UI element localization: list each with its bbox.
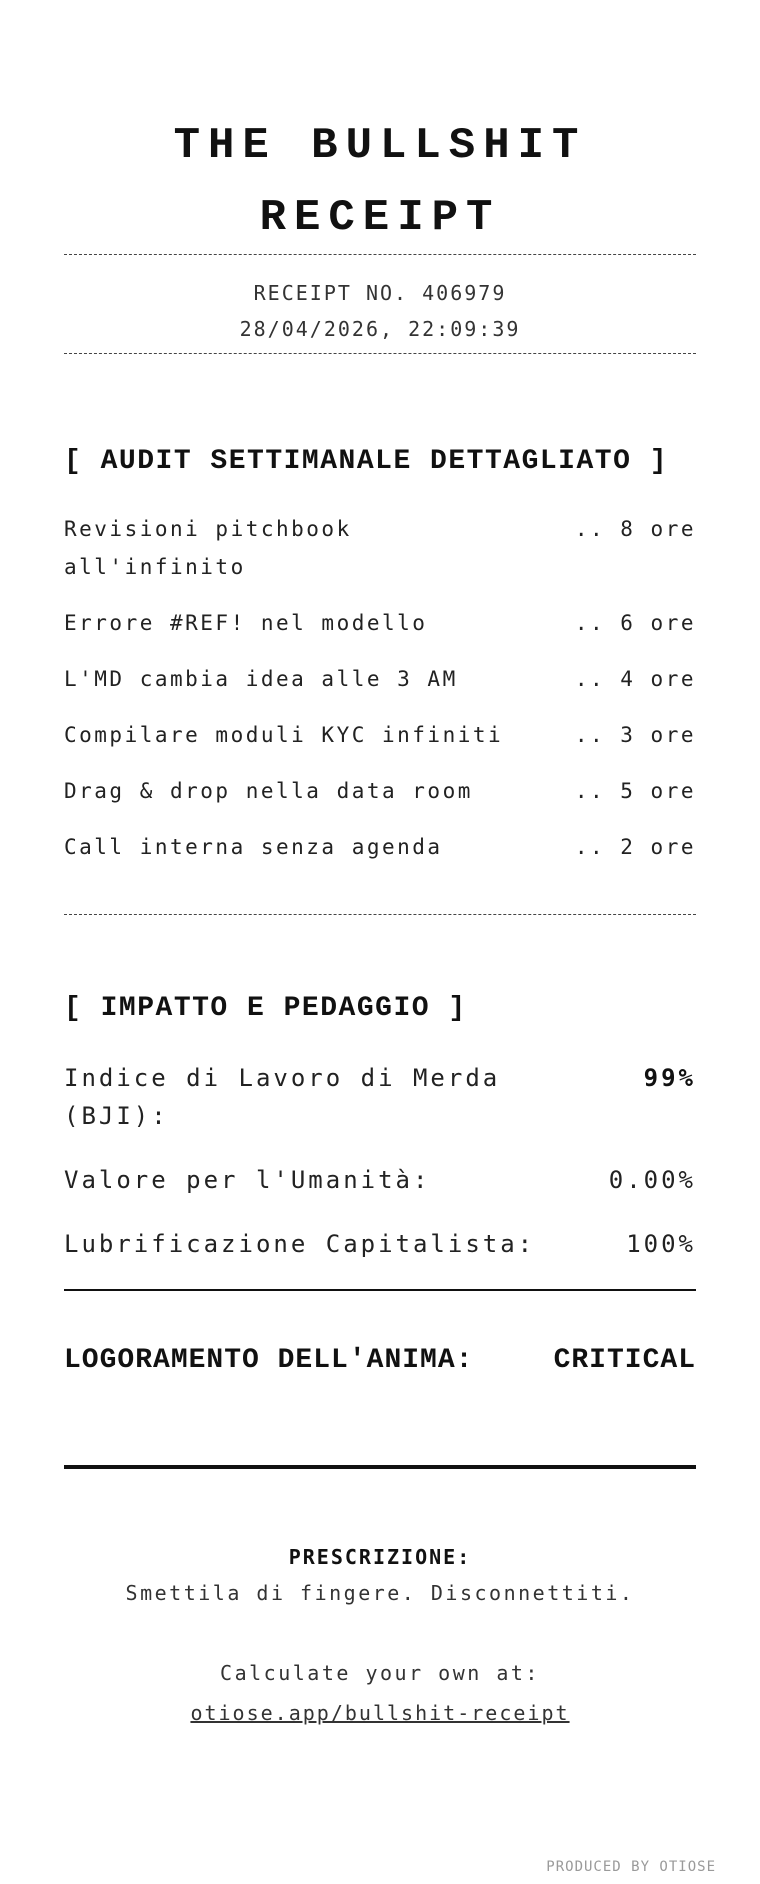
impact-row-capitalist-lubrication [64,1225,696,1263]
audit-items [64,510,696,866]
audit-item [64,604,696,642]
audit-item-label: Revisioni pitchbook all'infinito [64,517,352,579]
receipt-title: THE BULLSHIT RECEIPT [173,121,587,243]
impact-label: Lubrificazione Capitalista: [64,1230,536,1258]
audit-item-label: Drag & drop nella data room [64,779,473,803]
audit-item-hours: .. 8 ore [574,517,696,541]
receipt-meta [64,255,696,353]
receipt [64,0,696,1733]
impact-row-bji [64,1059,696,1135]
solid-divider [64,1289,696,1291]
soul-wear-value: CRITICAL [553,1345,696,1376]
impact-row-humanity-value [64,1161,696,1199]
impact-label: Indice di Lavoro di Merda (BJI): [64,1064,501,1130]
cta-text: Calculate your own at: [220,1661,540,1685]
impact-label: Valore per l'Umanità: [64,1166,431,1194]
footer-credit: PRODUCED BY OTIOSE [546,1859,716,1875]
audit-item [64,660,696,698]
audit-item-label: Compilare moduli KYC infiniti [64,723,504,747]
impact-list [64,1059,696,1263]
soul-wear-row [64,1341,696,1381]
cta-link[interactable]: otiose.app/bullshit-receipt [190,1701,570,1725]
audit-item [64,772,696,810]
audit-item [64,828,696,866]
audit-item-label: Errore #REF! nel modello [64,611,428,635]
impact-value: 99% [643,1064,696,1092]
audit-item-label: L'MD cambia idea alle 3 AM [64,667,458,691]
audit-item-hours: .. 5 ore [574,779,696,803]
audit-item [64,510,696,586]
soul-wear-label: LOGORAMENTO DELL'ANIMA: [64,1345,474,1376]
receipt-datetime: 28/04/2026, 22:09:39 [239,317,521,341]
audit-item-hours: .. 2 ore [574,835,696,859]
receipt-number: RECEIPT NO. 406979 [253,281,507,305]
impact-value: 0.00% [608,1166,696,1194]
audit-item-label: Call interna senza agenda [64,835,443,859]
prescription-text: Smettila di fingere. Disconnettiti. [125,1581,635,1605]
audit-item-hours: .. 4 ore [574,667,696,691]
audit-item-hours: .. 3 ore [574,723,696,747]
impact-value: 100% [626,1230,696,1258]
impact-section-title: [ IMPATTO E PEDAGGIO ] [64,993,467,1024]
thick-divider [64,1465,696,1469]
audit-item-hours: .. 6 ore [574,611,696,635]
dashed-divider [64,914,696,915]
dashed-divider [64,353,696,354]
audit-item [64,716,696,754]
audit-section-title: [ AUDIT SETTIMANALE DETTAGLIATO ] [64,446,668,477]
prescription-title: PRESCRIZIONE: [288,1545,472,1569]
